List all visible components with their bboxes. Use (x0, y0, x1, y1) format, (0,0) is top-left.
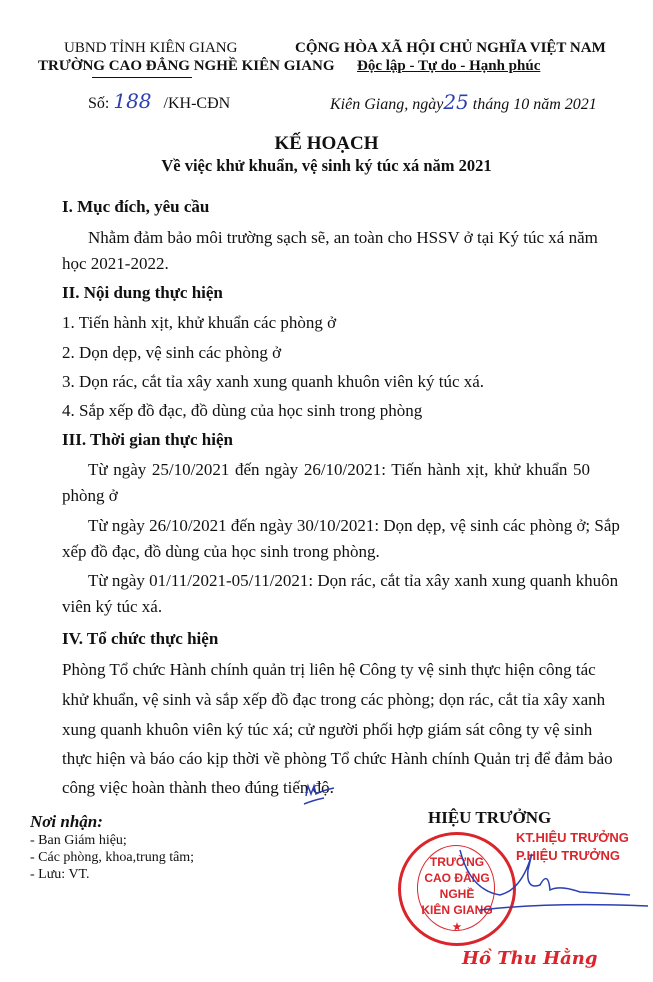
section-2-item: 3. Dọn rác, cắt tỉa xây xanh xung quanh khuôn viên ký túc xá. (62, 372, 485, 391)
section-1-line: học 2021-2022. (62, 254, 169, 273)
section-3-heading: III. Thời gian thực hiện (62, 430, 233, 449)
signatory-name: Hồ Thu Hằng (462, 948, 598, 969)
number-suffix: /KH-CĐN (163, 95, 231, 112)
section-3-line: viên ký túc xá. (62, 597, 163, 616)
section-2-item: 2. Dọn dẹp, vệ sinh các phòng ở (62, 343, 282, 362)
number-label: Số: (88, 95, 110, 112)
date-prefix: Kiên Giang, ngày (330, 96, 444, 113)
number-handwritten: 188 (113, 89, 152, 113)
section-1-heading: I. Mục đích, yêu cầu (62, 197, 210, 216)
section-4-line: khử khuẩn, vệ sinh và sắp xếp đồ đạc trong các phòng; dọn rác, cắt tỉa xây xanh (62, 690, 606, 709)
recipient-item: - Ban Giám hiệu; (30, 833, 127, 848)
section-4-line: Phòng Tổ chức Hành chính quản trị liên hệ Công ty vệ sinh thực hiện công tác (62, 660, 596, 679)
date-suffix: tháng 10 năm 2021 (472, 96, 597, 113)
section-4-line: công việc hoàn thành theo đúng tiến độ. (62, 778, 334, 797)
section-3-line: phòng ở (62, 486, 118, 505)
document-date (330, 90, 597, 114)
school-underline (92, 77, 192, 78)
signatory-title: HIỆU TRƯỞNG (428, 808, 552, 827)
signature-icon (430, 840, 650, 920)
document-title: KẾ HOẠCH (274, 133, 379, 154)
section-3-line: xếp đồ đạc, đồ dùng của học sinh trong phòng. (62, 542, 380, 561)
section-4-line: xung quanh khuôn viên ký túc xá; cử người phối hợp giám sát công ty vệ sinh (62, 720, 593, 739)
document-subtitle: Về việc khử khuẩn, vệ sinh ký túc xá năm 2021 (161, 156, 492, 175)
section-2-item: 4. Sắp xếp đồ đạc, đồ dùng của học sinh trong phòng (62, 401, 423, 420)
recipients-label: Nơi nhận: (30, 812, 103, 831)
recipient-item: - Các phòng, khoa,trung tâm; (30, 850, 195, 865)
nation-name: CỘNG HÒA XÃ HỘI CHỦ NGHĨA VIỆT NAM (295, 40, 606, 56)
stamp-line: NGHỀ (439, 887, 475, 901)
deputy-title-1: KT.HIỆU TRƯỞNG (516, 830, 629, 845)
recipient-item: - Lưu: VT. (30, 867, 90, 882)
section-1-line: Nhằm đảm bảo môi trường sạch sẽ, an toàn cho HSSV ở tại Ký túc xá năm (88, 228, 598, 247)
school-name: TRƯỜNG CAO ĐẲNG NGHỀ KIÊN GIANG (38, 58, 335, 74)
stamp-star-icon: ★ (452, 922, 462, 933)
authority-name: UBND TỈNH KIÊN GIANG (64, 40, 238, 56)
stamp-line: KIÊN GIANG (421, 903, 493, 917)
document-number (88, 89, 230, 113)
stamp-line: CAO ĐẲNG (424, 871, 490, 885)
section-3-line: Từ ngày 25/10/2021 đến ngày 26/10/2021: Tiến hành xịt, khử khuẩn 50 (88, 460, 590, 479)
section-4-heading: IV. Tổ chức thực hiện (62, 629, 219, 648)
section-3-line: Từ ngày 26/10/2021 đến ngày 30/10/2021: Dọn dẹp, vệ sinh các phòng ở; Sắp (88, 516, 620, 535)
section-2-item: 1. Tiến hành xịt, khử khuẩn các phòng ở (62, 313, 337, 332)
initial-mark-icon (300, 778, 340, 808)
deputy-title-2: P.HIỆU TRƯỞNG (516, 848, 620, 863)
section-2-heading: II. Nội dung thực hiện (62, 283, 223, 302)
stamp-line: TRƯỜNG (429, 855, 485, 869)
date-day-handwritten: 25 (443, 90, 469, 114)
section-3-line: Từ ngày 01/11/2021-05/11/2021: Dọn rác, cắt tỉa xây xanh xung quanh khuôn (88, 571, 619, 590)
section-4-line: thực hiện và báo cáo kịp thời về phòng Tổ chức Hành chính Quản trị để đảm bảo (62, 749, 613, 768)
national-motto: Độc lập - Tự do - Hạnh phúc (357, 58, 541, 74)
